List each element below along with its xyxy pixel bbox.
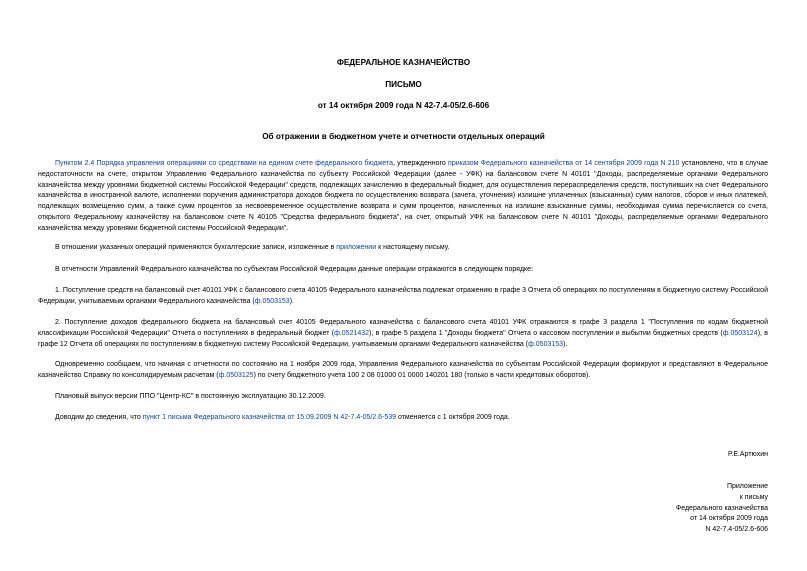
signature: Р.Е.Артюхин — [728, 451, 768, 458]
p4-text-2: ). — [289, 297, 294, 305]
doc-type: ПИСЬМО — [385, 80, 422, 89]
link-form-0503153[interactable]: ф.0503153 — [254, 297, 290, 305]
p5-text-1: 2. Поступление доходов федерального бюджета на балансовый счет 40105 Федерального казначейства с балансового счета 40101 УФК отражаются в графе 3 раздела 1 "Поступления по кодам бюджетной классификации Российской Федерации" Отчета о поступлениях в федеральный бюджет ( — [38, 319, 768, 337]
appendix-line-3: Федерального казначейства — [675, 504, 768, 512]
p5-text-3: ), в графе 12 Отчета об операциях по поступлениям в бюджетную систему Российской Федерации, учитываемым органами Федерального казначейства ( — [38, 329, 768, 348]
p2-text-1: В отношении указанных операций применяются бухгалтерские записи, изложенные в — [55, 244, 337, 251]
doc-subject: Об отражении в бюджетном учете и отчетности отдельных операций — [262, 132, 545, 141]
p6-text-2: ) по счету бюджетного учета 100 2 08 01000 01 0000 140201 180 (только в части кредитовых оборотов). — [253, 371, 591, 379]
link-order-clause[interactable]: Пунктом 2.4 Порядка управления операциями со средствами на едином счете федерального бюджета — [55, 160, 393, 167]
appendix-line-2: к письму — [739, 493, 768, 501]
p8-text-1: Доводим до сведения, что — [55, 414, 143, 421]
link-order-210[interactable]: приказом Федерального казначейства от 14 сентября 2009 года N 210 — [448, 160, 680, 167]
paragraph-8 — [38, 413, 768, 424]
link-form-0503124[interactable]: ф.0503124 — [722, 329, 758, 337]
link-form-0503125[interactable]: ф.0503125 — [218, 371, 254, 379]
link-form-0521432[interactable]: ф.0521432 — [334, 329, 370, 337]
link-form-0503153-b[interactable]: ф.0503153 — [528, 340, 564, 348]
p1-text-2: установлено, что в случае недостаточности на счете, открытом Управлению Федерального казначейства по субъекту Российской Федерации (далее - УФК) на балансовом счете N 40101 "Доходы, распределяемые органами Федерального казначейства между уровнями бюджетной системы Российской Федерации" средств, подлежащих зачислению в федеральный бюджет, для осуществления перераспределения средств, поступивших на счет Федерального казначейства в иностранной валюте, исполнении поручения администратора доходов бюджета по осуществлению возврата (зачета, уточнения) излишне уплаченных (взысканных) сумм налогов, сборов и иных платежей, подлежащих возмещению сумм, а также сумм процентов за несвоевременное осуществление возврата и сумм процентов, начисленных на излишне взысканные суммы, необходимая сумма перечисляется со счета, открытого Федеральному казначейству на балансовом счете N 40105 "Средства федерального бюджета", на счет, открытый УФК на балансовом счете N 40101 "Доходы, распределяемые органами Федерального казначейства между уровнями бюджетной системы Российской Федерации". — [38, 160, 769, 232]
org-title: ФЕДЕРАЛЬНОЕ КАЗНАЧЕЙСТВО — [336, 58, 471, 67]
p4-text-1: 1. Поступление средств на балансовый счет 40101 УФК с балансового счета 40105 Федерального казначейства подлежат отражению в графе 3 Отчета об операциях по поступлениям в бюджетную систему Российской Федерации, учитываемым органами Федерального казначейства ( — [38, 287, 768, 305]
p5-text-2: ), в графе 5 раздела 1 "Доходы бюджета" Отчета о кассовом поступлении и выбытии бюджетных средств ( — [369, 329, 723, 337]
paragraph-3: В отчетности Управлений Федерального казначейства по субъектам Российской Федерации данные операции отражаются в следующем порядке: — [55, 266, 534, 273]
appendix-line-5: N 42-7.4-05/2.6-606 — [705, 526, 768, 534]
appendix-note — [676, 482, 768, 536]
paragraph-4 — [38, 286, 768, 308]
paragraph-5 — [38, 318, 768, 350]
paragraph-7: Плановый выпуск версии ППО "Центр-КС" в постоянную эксплуатацию 30.12.2009. — [55, 393, 326, 400]
link-appendix[interactable]: приложении — [336, 244, 377, 251]
doc-reference: от 14 октября 2009 года N 42-7.4-05/2.6-606 — [317, 101, 490, 110]
appendix-line-1: Приложение — [726, 483, 768, 490]
appendix-line-4: от 14 октября 2009 года — [690, 515, 768, 523]
paragraph-1 — [38, 159, 768, 235]
paragraph-6 — [38, 360, 768, 382]
p8-text-2: отменяется с 1 октября 2009 года. — [396, 414, 510, 421]
p2-text-2: к настоящему письму. — [376, 244, 450, 251]
p5-text-4: ). — [563, 340, 568, 348]
p1-text-1: , утвержденного — [392, 160, 449, 167]
p6-text-1: Одновременно сообщаем, что начиная с отчетности по состоянию на 1 ноября 2009 года, Управления Федерального казначейства по субъектам Российской Федерации формируют и представляют в Федеральное казначейство Справку по консолидируемым расчетам ( — [38, 361, 768, 379]
paragraph-2 — [38, 243, 768, 254]
link-letter-539[interactable]: пункт 1 письма Федерального казначейства от 15.09.2009 N 42-7.4-05/2.6-539 — [142, 414, 397, 421]
